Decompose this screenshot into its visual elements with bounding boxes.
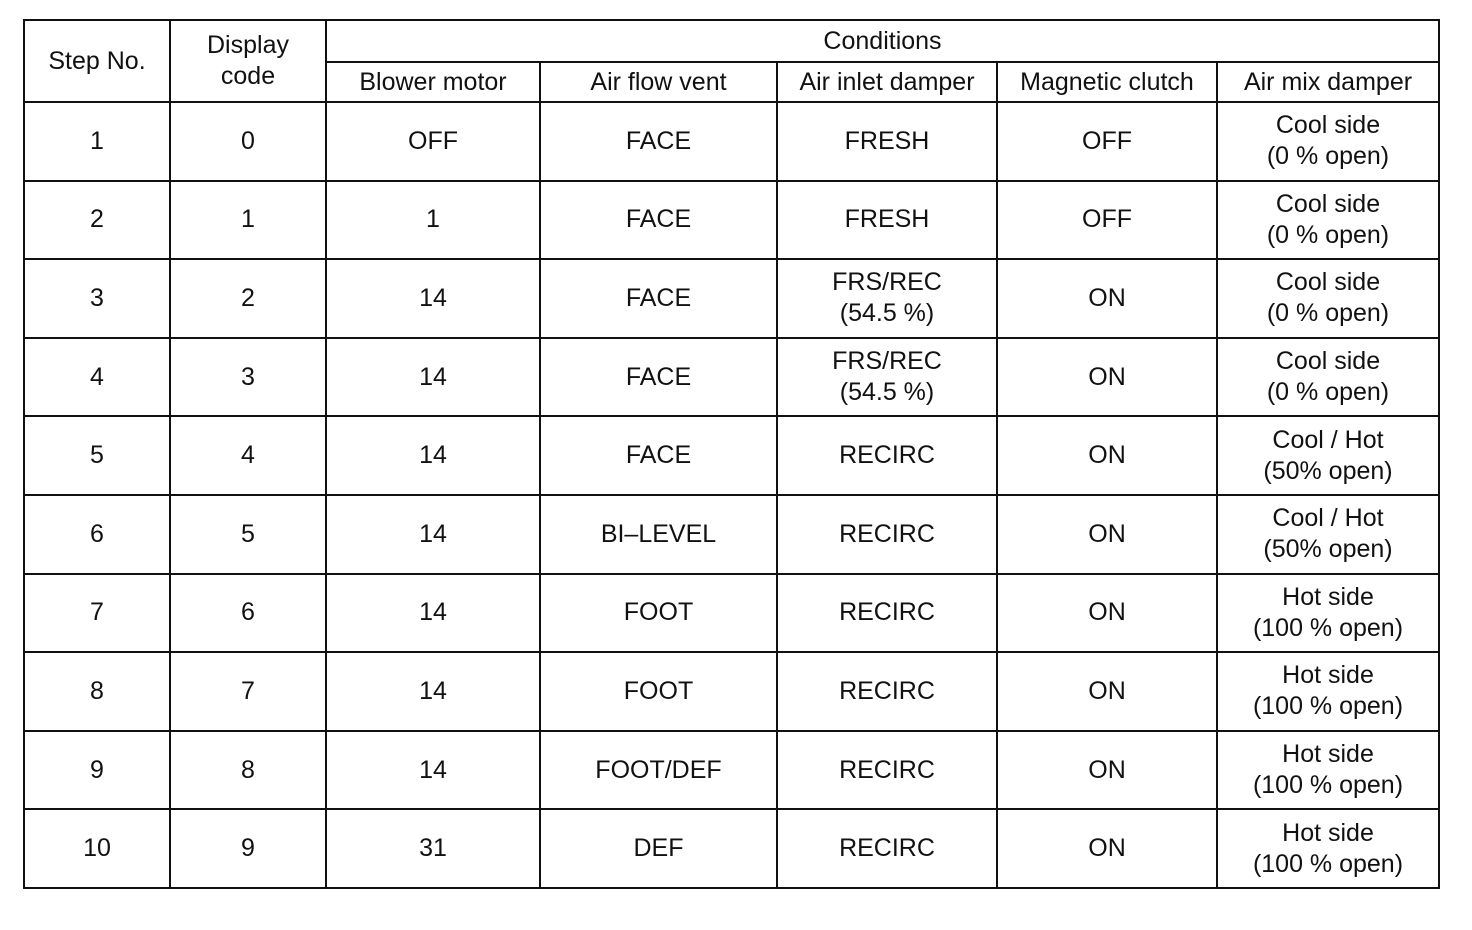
magnetic-clutch-cell: ON: [997, 338, 1217, 417]
air-inlet-damper-cell-line: RECIRC: [839, 834, 935, 863]
magnetic-clutch-cell: ON: [997, 574, 1217, 653]
air-inlet-damper-cell: [777, 731, 997, 810]
air-mix-damper-header: Air mix damper: [1217, 62, 1439, 102]
air-inlet-damper-cell-line: RECIRC: [839, 519, 935, 548]
air-flow-vent-cell: DEF: [540, 809, 777, 888]
air-mix-damper-cell-line: (0 % open): [1266, 378, 1390, 407]
step-cell: 10: [24, 809, 170, 888]
table-row: [24, 652, 1439, 731]
magnetic-clutch-cell: OFF: [997, 102, 1217, 181]
air-inlet-damper-cell-line: FRS/REC: [832, 268, 942, 297]
air-inlet-damper-cell-line: RECIRC: [839, 676, 935, 705]
magnetic-clutch-cell: ON: [997, 731, 1217, 810]
air-inlet-damper-cell-line: FRESH: [844, 126, 930, 155]
blower-motor-cell: 14: [326, 416, 540, 495]
air-mix-damper-cell-line: (0 % open): [1266, 142, 1390, 171]
air-mix-damper-cell: [1217, 652, 1439, 731]
blower-motor-cell: 14: [326, 338, 540, 417]
table-row: [24, 102, 1439, 181]
air-mix-damper-cell-line: Hot side: [1282, 740, 1374, 769]
table-row: [24, 416, 1439, 495]
air-mix-damper-cell: [1217, 495, 1439, 574]
header-row-top: [24, 20, 1439, 62]
blower-motor-cell: 1: [326, 181, 540, 260]
step-cell: 4: [24, 338, 170, 417]
air-mix-damper-cell-line: Cool / Hot: [1272, 504, 1384, 533]
air-inlet-damper-cell: [777, 259, 997, 338]
display-code-cell: 4: [170, 416, 326, 495]
blower-motor-cell: 31: [326, 809, 540, 888]
magnetic-clutch-cell: ON: [997, 809, 1217, 888]
display-code-cell: 5: [170, 495, 326, 574]
step-cell: 5: [24, 416, 170, 495]
table-body: [24, 102, 1439, 888]
air-mix-damper-cell-line: Cool side: [1275, 347, 1381, 376]
air-inlet-damper-cell-line: RECIRC: [839, 441, 935, 470]
display-code-cell: 1: [170, 181, 326, 260]
air-mix-damper-cell-line: Hot side: [1282, 818, 1374, 847]
magnetic-clutch-header: Magnetic clutch: [997, 62, 1217, 102]
air-mix-damper-cell: [1217, 416, 1439, 495]
air-mix-damper-cell: [1217, 574, 1439, 653]
table-row: [24, 181, 1439, 260]
table-row: [24, 731, 1439, 810]
air-inlet-damper-cell-line: RECIRC: [839, 755, 935, 784]
display-code-header: [170, 20, 326, 102]
air-mix-damper-cell-line: (50% open): [1263, 535, 1393, 564]
air-inlet-damper-cell: [777, 495, 997, 574]
air-mix-damper-cell-line: Cool side: [1275, 268, 1381, 297]
display-code-cell: 8: [170, 731, 326, 810]
air-inlet-damper-header: Air inlet damper: [777, 62, 997, 102]
blower-motor-cell: 14: [326, 731, 540, 810]
air-inlet-damper-cell: [777, 809, 997, 888]
conditions-table: [23, 19, 1440, 889]
air-flow-vent-cell: FACE: [540, 102, 777, 181]
air-mix-damper-cell: [1217, 338, 1439, 417]
display-code-cell: 3: [170, 338, 326, 417]
air-inlet-damper-cell: [777, 574, 997, 653]
air-inlet-damper-cell: [777, 416, 997, 495]
air-flow-vent-cell: FACE: [540, 181, 777, 260]
air-flow-vent-cell: FOOT: [540, 652, 777, 731]
air-mix-damper-cell: [1217, 181, 1439, 260]
step-no-header: Step No.: [24, 20, 170, 102]
display-code-cell: 9: [170, 809, 326, 888]
conditions-header: Conditions: [326, 20, 1439, 62]
table-row: [24, 495, 1439, 574]
blower-motor-cell: 14: [326, 652, 540, 731]
air-inlet-damper-cell: [777, 338, 997, 417]
air-flow-vent-cell: BI–LEVEL: [540, 495, 777, 574]
air-inlet-damper-cell: [777, 102, 997, 181]
air-inlet-damper-cell: [777, 181, 997, 260]
air-flow-vent-cell: FACE: [540, 416, 777, 495]
air-mix-damper-cell-line: (100 % open): [1252, 771, 1404, 800]
air-mix-damper-cell-line: (50% open): [1263, 456, 1393, 485]
air-mix-damper-cell-line: Cool side: [1275, 189, 1381, 218]
air-inlet-damper-cell-line: FRESH: [844, 205, 930, 234]
magnetic-clutch-cell: ON: [997, 416, 1217, 495]
air-mix-damper-cell: [1217, 809, 1439, 888]
air-mix-damper-cell-line: (0 % open): [1266, 299, 1390, 328]
blower-motor-cell: OFF: [326, 102, 540, 181]
air-inlet-damper-cell-line: (54.5 %): [839, 299, 935, 328]
display-code-cell: 2: [170, 259, 326, 338]
air-flow-vent-cell: FOOT: [540, 574, 777, 653]
blower-motor-cell: 14: [326, 495, 540, 574]
air-inlet-damper-cell-line: (54.5 %): [839, 378, 935, 407]
air-mix-damper-cell-line: Hot side: [1282, 661, 1374, 690]
display-code-header-line1: Display: [207, 31, 289, 59]
step-cell: 3: [24, 259, 170, 338]
air-inlet-damper-cell-line: FRS/REC: [832, 347, 942, 376]
magnetic-clutch-cell: OFF: [997, 181, 1217, 260]
step-cell: 7: [24, 574, 170, 653]
air-mix-damper-cell-line: (100 % open): [1252, 692, 1404, 721]
air-inlet-damper-cell-line: RECIRC: [839, 598, 935, 627]
air-mix-damper-cell-line: Hot side: [1282, 582, 1374, 611]
blower-motor-header: Blower motor: [326, 62, 540, 102]
step-cell: 1: [24, 102, 170, 181]
air-flow-vent-header: Air flow vent: [540, 62, 777, 102]
display-code-header-line2: code: [220, 62, 276, 90]
display-code-cell: 0: [170, 102, 326, 181]
step-cell: 6: [24, 495, 170, 574]
air-inlet-damper-cell: [777, 652, 997, 731]
magnetic-clutch-cell: ON: [997, 259, 1217, 338]
display-code-cell: 7: [170, 652, 326, 731]
air-mix-damper-cell-line: (100 % open): [1252, 613, 1404, 642]
step-cell: 8: [24, 652, 170, 731]
air-mix-damper-cell-line: (100 % open): [1252, 849, 1404, 878]
air-mix-damper-cell: [1217, 731, 1439, 810]
air-mix-damper-cell-line: Cool / Hot: [1272, 425, 1384, 454]
step-cell: 2: [24, 181, 170, 260]
air-flow-vent-cell: FOOT/DEF: [540, 731, 777, 810]
table-row: [24, 809, 1439, 888]
table-row: [24, 338, 1439, 417]
air-flow-vent-cell: FACE: [540, 338, 777, 417]
step-cell: 9: [24, 731, 170, 810]
blower-motor-cell: 14: [326, 259, 540, 338]
air-flow-vent-cell: FACE: [540, 259, 777, 338]
air-mix-damper-cell-line: Cool side: [1275, 111, 1381, 140]
table-row: [24, 574, 1439, 653]
air-mix-damper-cell: [1217, 259, 1439, 338]
magnetic-clutch-cell: ON: [997, 652, 1217, 731]
display-code-cell: 6: [170, 574, 326, 653]
air-mix-damper-cell: [1217, 102, 1439, 181]
blower-motor-cell: 14: [326, 574, 540, 653]
air-mix-damper-cell-line: (0 % open): [1266, 220, 1390, 249]
table-row: [24, 259, 1439, 338]
magnetic-clutch-cell: ON: [997, 495, 1217, 574]
